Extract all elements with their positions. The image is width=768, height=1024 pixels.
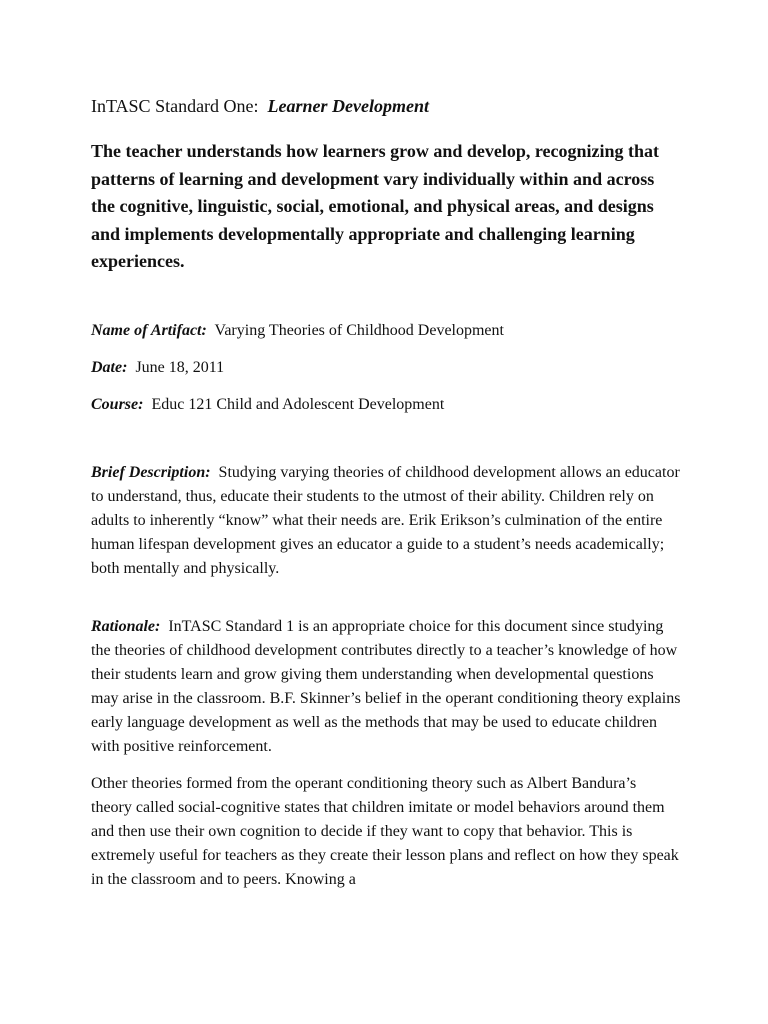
artifact-course-label: Course: [91, 395, 144, 413]
document-heading [91, 94, 691, 118]
heading-prefix: InTASC Standard One: [91, 96, 259, 116]
other-theories-paragraph: Other theories formed from the operant conditioning theory such as Albert Bandura’s theory called social-cognitive states that children imitate or model behaviors around them and then use their own cognition to decide if they want to copy that behavior. This is extremely useful for teachers as they create their lesson plans and reflect on how they speak in the classroom and to peers. Knowing a [91, 774, 679, 888]
rationale-text: InTASC Standard 1 is an appropriate choice for this document since studying the theories of childhood development contributes directly to a teacher’s knowledge of how their students learn and grow giving them understanding when developmental questions may arise in the classroom. B.F. Skinner’s belief in the operant conditioning theory explains early language development as well as the methods that may be used to educate children with positive reinforcement. [91, 617, 681, 755]
artifact-name-row [91, 319, 691, 343]
document-page [91, 94, 691, 892]
standard-statement: The teacher understands how learners grow and develop, recognizing that patterns of learning and development vary individually within and across the cognitive, linguistic, social, emotional, and physical areas, and designs and implements developmentally appropriate and challenging learning experiences. [91, 141, 660, 271]
rationale [91, 615, 681, 759]
brief-description [91, 461, 681, 581]
artifact-course-value: Educ 121 Child and Adolescent Development [151, 395, 445, 413]
artifact-name-value: Varying Theories of Childhood Development [214, 321, 504, 339]
artifact-date-row [91, 356, 691, 380]
brief-description-text: Studying varying theories of childhood development allows an educator to understand, thus, educate their students to the utmost of their ability. Children rely on adults to inherently “know” what their needs are. Erik Erikson’s culmination of the entire human lifespan development gives an educator a guide to a student’s needs academically; both mentally and physically. [91, 463, 680, 577]
heading-title: Learner Development [267, 96, 430, 116]
rationale-label: Rationale: [91, 617, 161, 635]
artifact-course-row [91, 393, 691, 417]
artifact-details [91, 319, 691, 417]
artifact-date-label: Date: [91, 358, 128, 376]
artifact-name-label: Name of Artifact: [91, 321, 207, 339]
artifact-date-value: June 18, 2011 [135, 358, 225, 376]
brief-description-label: Brief Description: [91, 463, 211, 481]
